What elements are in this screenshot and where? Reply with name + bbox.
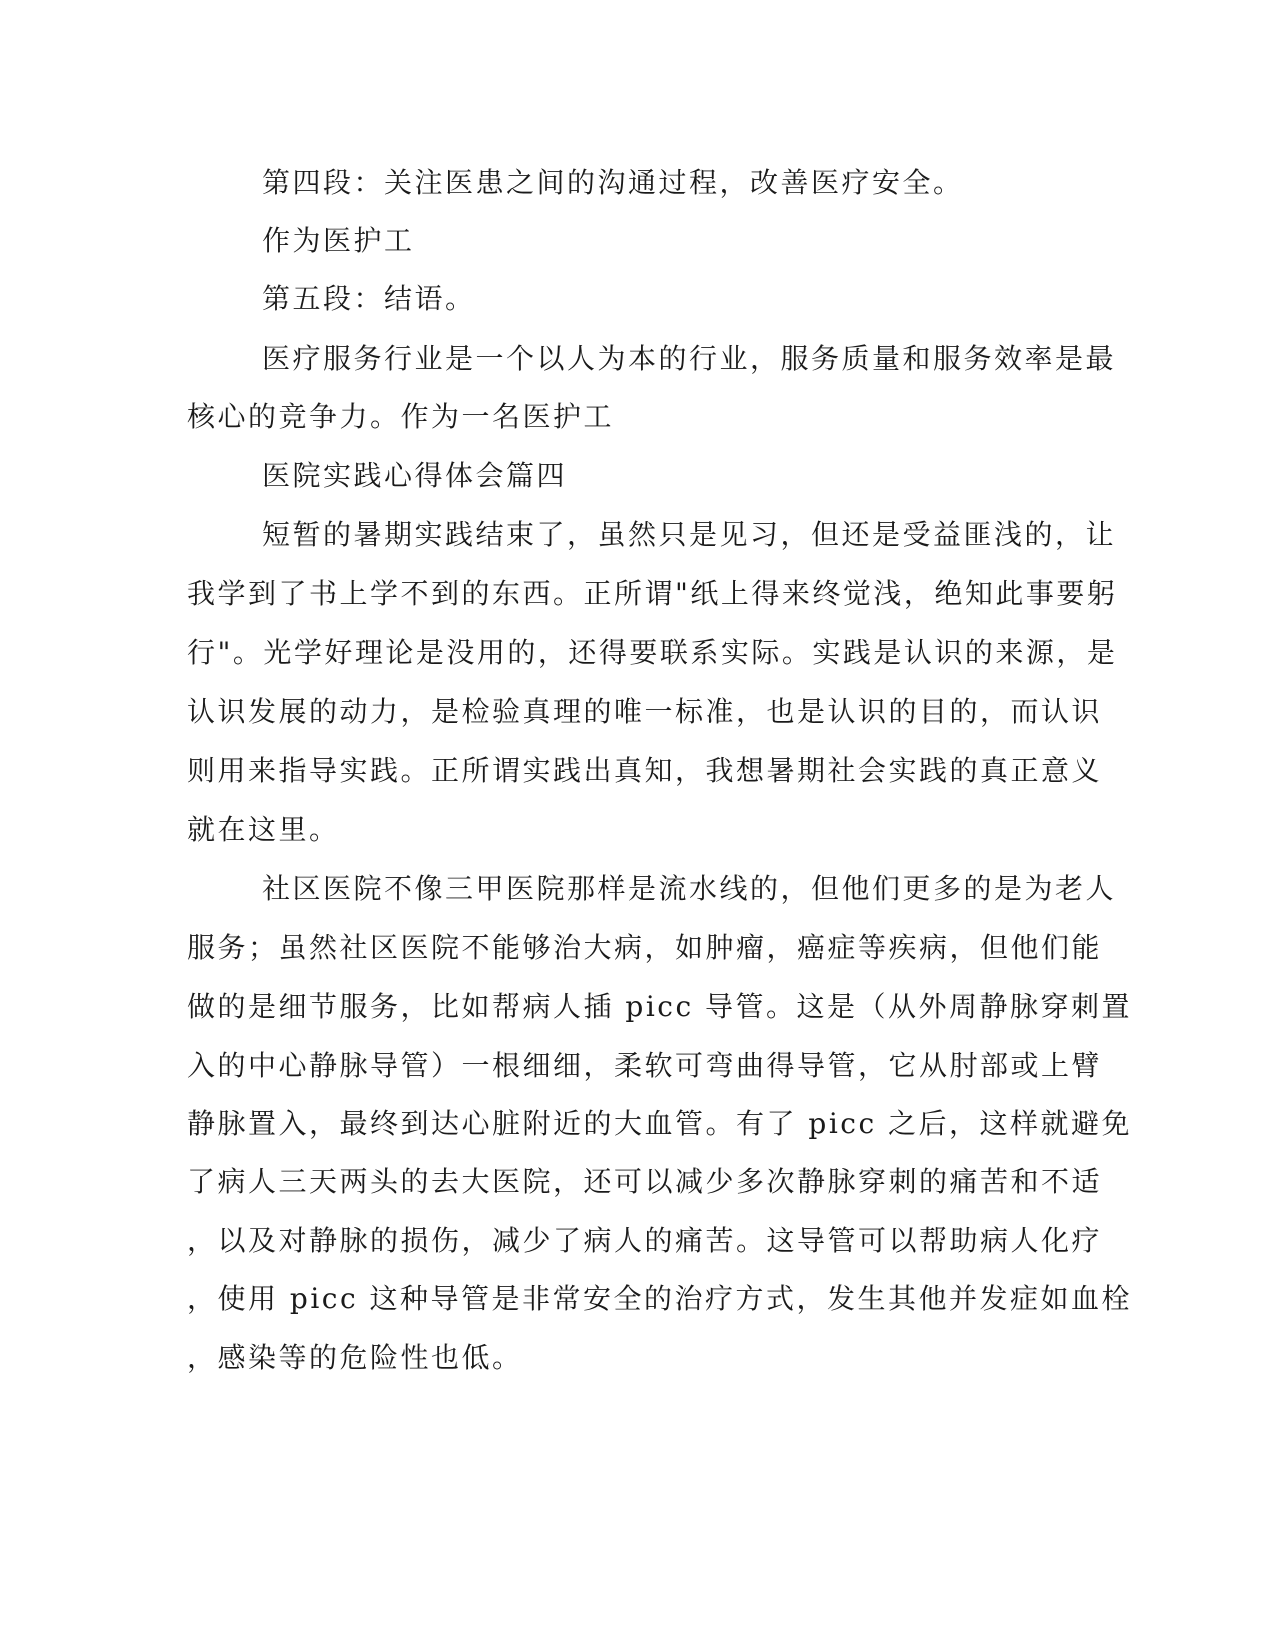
paragraph-line: 则用来指导实践。正所谓实践出真知，我想暑期社会实践的真正意义 [187, 754, 1103, 787]
paragraph-line: 静脉置入，最终到达心脏附近的大血管。有了 picc 之后，这样就避免 [187, 1107, 1133, 1140]
paragraph-line: 我学到了书上学不到的东西。正所谓"纸上得来终觉浅，绝知此事要躬 [187, 577, 1118, 610]
paragraph-line: 就在这里。 [187, 813, 340, 846]
paragraph-line: 做的是细节服务，比如帮病人插 picc 导管。这是（从外周静脉穿刺置 [187, 990, 1133, 1023]
paragraph-line: 第五段：结语。 [262, 282, 476, 315]
paragraph-line: 医疗服务行业是一个以人为本的行业，服务质量和服务效率是最 [262, 342, 1117, 375]
paragraph-line: 作为医护工 [262, 224, 415, 257]
paragraph-line: ，感染等的危险性也低。 [187, 1341, 523, 1374]
paragraph-line: ，使用 picc 这种导管是非常安全的治疗方式，发生其他并发症如血栓 [187, 1282, 1133, 1315]
paragraph-line: ，以及对静脉的损伤，减少了病人的痛苦。这导管可以帮助病人化疗 [187, 1224, 1103, 1257]
paragraph-line: 入的中心静脉导管）一根细细，柔软可弯曲得导管，它从肘部或上臂 [187, 1049, 1103, 1082]
paragraph-line: 行"。光学好理论是没用的，还得要联系实际。实践是认识的来源，是 [187, 636, 1118, 669]
paragraph-line: 短暂的暑期实践结束了，虽然只是见习，但还是受益匪浅的，让 [262, 518, 1117, 551]
section-heading: 医院实践心得体会篇四 [262, 459, 568, 492]
paragraph-line: 第四段：关注医患之间的沟通过程，改善医疗安全。 [262, 166, 964, 199]
paragraph-line: 了病人三天两头的去大医院，还可以减少多次静脉穿刺的痛苦和不适 [187, 1165, 1103, 1198]
paragraph-line: 服务；虽然社区医院不能够治大病，如肿瘤，癌症等疾病，但他们能 [187, 931, 1103, 964]
paragraph-line: 社区医院不像三甲医院那样是流水线的，但他们更多的是为老人 [262, 872, 1117, 905]
paragraph-line: 核心的竞争力。作为一名医护工 [187, 400, 615, 433]
paragraph-line: 认识发展的动力，是检验真理的唯一标准，也是认识的目的，而认识 [187, 695, 1103, 728]
